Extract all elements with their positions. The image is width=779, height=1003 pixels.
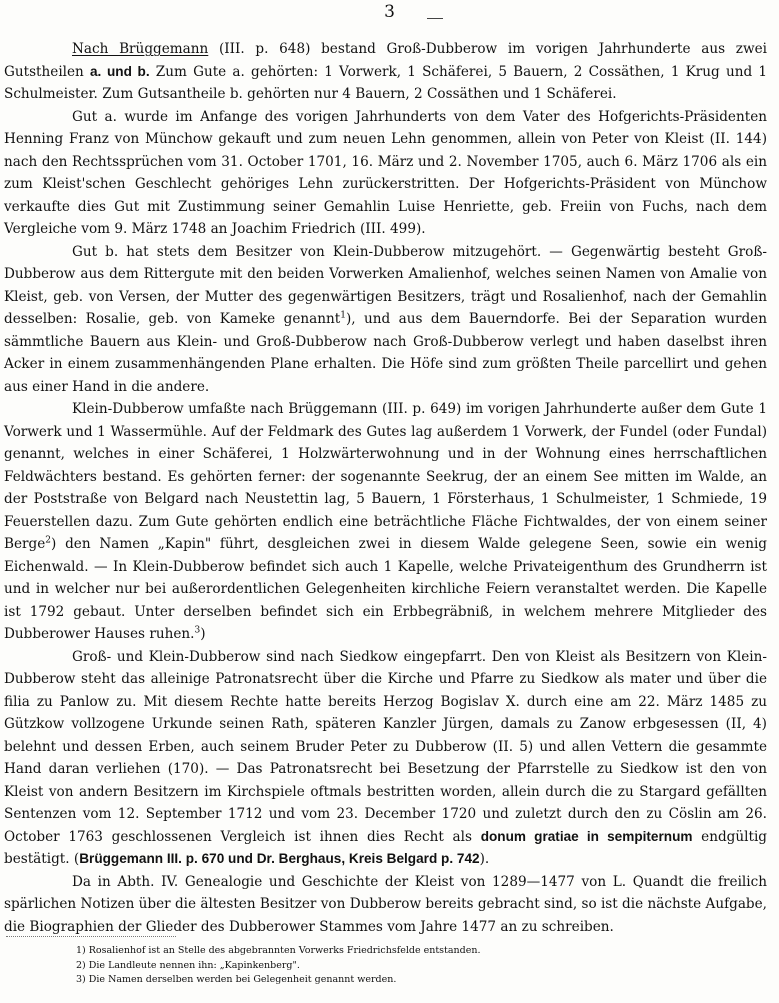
paragraph-text: ) den Namen „Kapin" führt, desgleichen zwei in diesem Walde gelegene Seen, sowie ein wenig Eichenwald. — In Klein-Dubberow befindet sich auch 1 Kapelle, welche Privateigenthum des Grundherrn ist und in welcher nur bei außerordentlichen Gelegenheiten kirchliche Feiern veranstaltet werden. Die Kapelle ist 1792 gebaut. Unter derselben befindet sich ein Erbbegräbniß, in welchem mehrere Mitglieder des Dubberower Hauses ruhen. [4, 536, 767, 642]
body-text [4, 38, 767, 938]
page-number-rule [427, 18, 443, 19]
latin-phrase: donum gratiae in sempiternum [480, 828, 693, 844]
footnote-marker: 3 [194, 625, 201, 636]
page-number: 3 [384, 2, 395, 22]
footnotes [76, 944, 716, 988]
paragraph-text: endgültig bestätigt. ( [4, 828, 768, 867]
paragraph-6 [4, 871, 767, 939]
source-reference: Nach Brüggemann [72, 41, 209, 57]
paragraph-text: Da in Abth. IV. Genealogie und Geschichte der Kleist von 1289—1477 von L. Quandt die freilich spärlichen Notizen über die ältesten Besitzer von Dubberow bereits gebracht sind, so ist die nächste Aufgabe, die Biographien der Glieder des Dubberower Stammes vom Jahre 1477 an zu schreiben. [4, 873, 767, 935]
emphasis-text: a. und b. [90, 63, 150, 79]
paragraph-text: Klein-Dubberow umfaßte nach Brüggemann (III. p. 649) im vorigen Jahrhunderte außer dem Gute 1 Vorwerk und 1 Wassermühle. Auf der Feldmark des Gutes lag außerdem 1 Vorwerk, der Fundel (oder Fundal) genannt, welches in einer Schäferei, 1 Holzwärterwohnung und in der Wohnung eines herrschaftlichen Feldwächters bestand. Es gehörten ferner: der sogenannte Seekrug, der an einem See mitten im Walde, an der Poststraße von Belgard nach Neustettin lag, 5 Bauern, 1 Försterhaus, 1 Schulmeister, 1 Schmiede, 19 Feuerstellen dazu. Zum Gute gehörten endlich eine beträchtliche Fläche Fichtwaldes, der von einem seiner Berge [4, 401, 767, 552]
citation: Brüggemann III. p. 670 und Dr. Berghaus, Kreis Belgard p. 742 [79, 851, 480, 866]
footnote-3: 3) Die Namen derselben werden bei Gelegenheit genannt werden. [76, 974, 397, 985]
paragraph-text: Gut b. hat stets dem Besitzer von Klein-Dubberow mitzugehört. — Gegenwärtig besteht Groß-Dubberow aus dem Rittergute mit den beiden Vorwerken Amalienhof, welches seinen Namen von Amalie von Kleist, geb. von Versen, der Mutter des gegenwärtigen Besitzers, trägt und Rosalienhof, nach der Gemahlin desselben: Rosalie, geb. von Kameke genannt [4, 243, 767, 327]
paragraph-5 [4, 646, 767, 871]
footnote-marker: 1 [340, 310, 346, 321]
paragraph-text: ). [479, 851, 490, 867]
paragraph-4 [4, 398, 767, 646]
paragraph-text: Gut a. wurde im Anfange des vorigen Jahrhunderts von dem Vater des Hofgerichts-Präsidenten Henning Franz von Münchow gekauft und zum neuen Lehn genommen, allein von Peter von Kleist (II. 144) nach den Rechtssprüchen vom 31. October 1701, 16. März und 2. November 1705, auch 6. März 1706 als ein zum Kleist'schen Geschlecht gehöriges Lehn zurückerstritten. Der Hofgerichts-Präsident von Münchow verkaufte dies Gut mit Zustimmung seiner Gemahlin Luise Henriette, geb. Freiin von Fuchs, nach dem Vergleiche vom 9. März 1748 an Joachim Friedrich (III. 499). [4, 108, 767, 237]
footnote-marker: 2 [45, 535, 52, 546]
paragraph-text: ), und aus dem Bauerndorfe. Bei der Separation wurden sämmtliche Bauern aus Klein- und Groß-Dubberow nach Groß-Dubberow verlegt und haben daselbst ihren Acker in einem zusammenhängenden Plane erhalten. Die Höfe sind zum größten Theile parcellirt und gehen aus einer Hand in die andere. [4, 311, 767, 395]
paragraph-2 [4, 106, 767, 241]
paragraph-1 [4, 38, 767, 106]
paragraph-3 [4, 241, 767, 399]
paragraph-text: ) [200, 626, 206, 642]
footnote-separator [6, 936, 176, 937]
footnote-2: 2) Die Landleute nennen ihn: „Kapinkenberg". [76, 959, 300, 971]
paragraph-text: Groß- und Klein-Dubberow sind nach Siedkow eingepfarrt. Den von Kleist als Besitzern von Klein-Dubberow steht das alleinige Patronatsrecht über die Kirche und Pfarre zu Siedkow als mater und über die filia zu Panlow zu. Mit diesem Rechte hatte bereits Herzog Bogislav X. durch eine am 22. März 1485 zu Gützkow vollzogene Urkunde seinen Rath, späteren Kanzler Jürgen, damals zu Zanow erbgesessen (II, 4) belehnt und dessen Erben, auch seinem Bruder Peter zu Dubberow (II. 5) und allen Vettern die gesammte Hand daran verliehen (170). — Das Patronatsrecht bei Besetzung der Pfarrstelle zu Siedkow ist den von Kleist von andern Besitzern im Kirchspiele oftmals bestritten worden, allein durch die zu Stargard gefällten Sentenzen vom 12. September 1712 und vom 23. December 1720 und zuletzt durch den zu Cöslin am 26. October 1763 geschlossenen Vergleich ist ihnen dies Recht als [4, 648, 767, 845]
paragraph-text: Zum Gute a. gehörten: 1 Vorwerk, 1 Schäferei, 5 Bauern, 2 Cossäthen, 1 Krug und 1 Schulmeister. Zum Gutsantheile b. gehörten nur 4 Bauern, 2 Cossäthen und 1 Schäferei. [4, 63, 767, 102]
paragraph-text: (III. p. 648) bestand Groß-Dubberow im vorigen Jahrhunderte aus zwei Gutstheilen [4, 41, 767, 80]
footnote-1: 1) Rosalienhof ist an Stelle des abgebrannten Vorwerks Friedrichsfelde entstanden. [76, 945, 481, 956]
